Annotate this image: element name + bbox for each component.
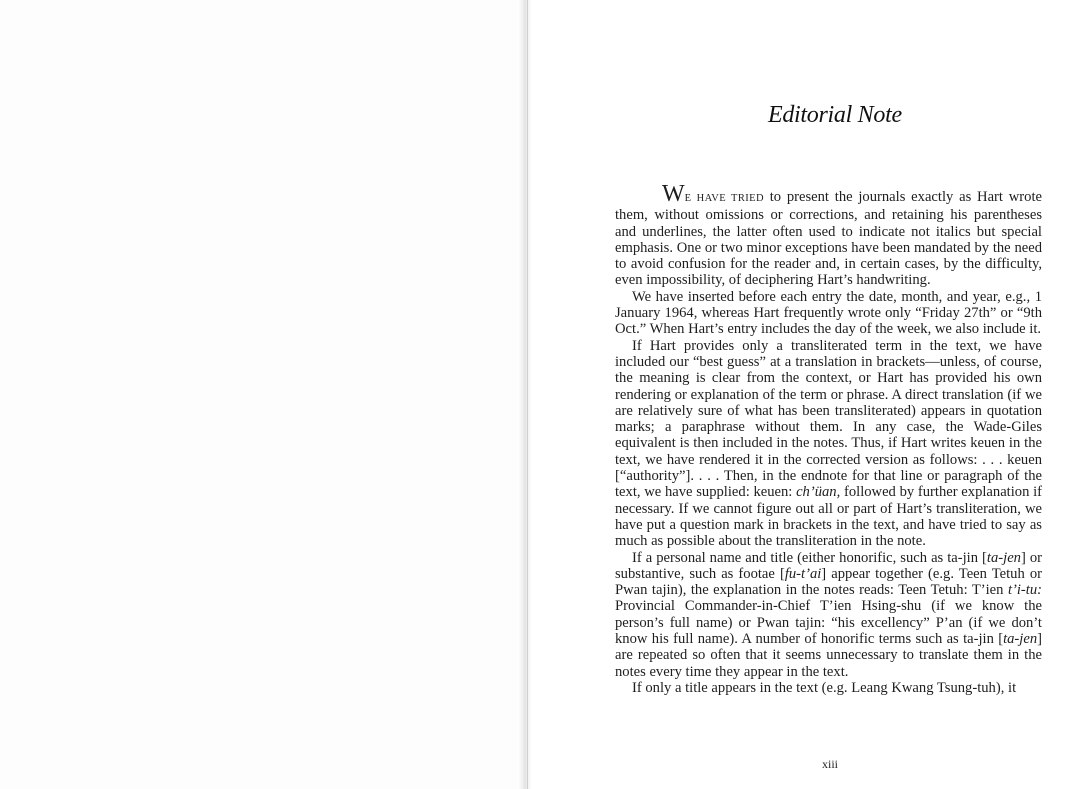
paragraph-4-text-b: ] or substantive, such as footae [ — [615, 549, 1042, 582]
paragraph-4-italic-2: fu-t’ai — [784, 565, 822, 582]
paragraph-4-text-d: Provincial Commander-in-Chief T’ien Hsing-shu (if we know the person’s full name) or Pwan tajin: “his excellency” P’an (if we don’t know his full name). A number of honorific terms such as ta-jin [ — [615, 598, 1042, 648]
paragraph-3-text-b: followed by further explanation if necessary. If we cannot figure out all or part of Hart’s transliteration, we have put a question mark in brackets in the text, and have tried to say as much as possible about the transliteration in the note. — [615, 484, 1042, 550]
drop-cap: W — [662, 181, 685, 207]
paragraph-4-text-a: If a personal name and title (either honorific, such as ta-jin [ — [632, 549, 987, 566]
paragraph-5: If only a title appears in the text (e.g. Leang Kwang Tsung-tuh), it — [632, 679, 1017, 696]
dropcap-indent — [615, 181, 764, 207]
paragraph-3-italic-term: ch’üan, — [796, 484, 841, 501]
body-text — [615, 181, 1042, 696]
page-number: xiii — [821, 757, 838, 771]
paragraph-1 — [615, 181, 1042, 289]
small-caps-lead: E HAVE TRIED — [684, 193, 764, 204]
gutter-fold-line — [527, 0, 528, 789]
paragraph-1-text: to present the journals exactly as Hart wrote them, without omissions or corrections, and retaining his parentheses and underlines, the latter often used to indicate not italics but special emphasis. One or two minor exceptions have been mandated by the need to avoid confusion for the reader and, in certain cases, by the difficulty, even impossibility, of deciphering Hart’s handwriting. — [615, 189, 1042, 289]
left-page-blank — [0, 0, 520, 789]
paragraph-4 — [615, 550, 1042, 680]
paragraph-3 — [615, 338, 1042, 550]
book-gutter — [518, 0, 532, 789]
paragraph-3-text-a: If Hart provides only a transliterated term in the text, we have included our “best guess” at a translation in brackets—unless, of course, the meaning is clear from the context, or Hart has provided his own rendering or explanation of the term or phrase. A direct translation (if we are relatively sure of what has been transliterated) appears in quotation marks; a paraphrase without them. In any case, the Wade-Giles equivalent is then included in the notes. Thus, if Hart writes keuen in the text, we have rendered it in the corrected version as follows: . . . keuen [“authority”]. . . . Then, in the endnote for that line or paragraph of the text, we have supplied: keuen: — [615, 337, 1042, 501]
paragraph-4-italic-1: ta-jen — [986, 549, 1021, 566]
paragraph-2: We have inserted before each entry the date, month, and year, e.g., 1 January 1964, whereas Hart frequently wrote only “Friday 27th” or “9th Oct.” When Hart’s entry includes the day of the week, we also include it. — [615, 288, 1042, 338]
paragraph-4-italic-4: ta-jen — [1003, 631, 1038, 648]
paragraph-4-text-e: ] are repeated so often that it seems unnecessary to translate them in the notes every time they appear in the text. — [615, 631, 1042, 680]
paragraph-4-italic-3: t’i-tu: — [1007, 582, 1042, 599]
paragraph-4-text-c: ] appear together (e.g. Teen Tetuh or Pwan tajin), the explanation in the notes reads: Teen Tetuh: T’ien — [615, 565, 1042, 599]
page-heading: Editorial Note — [768, 102, 902, 128]
